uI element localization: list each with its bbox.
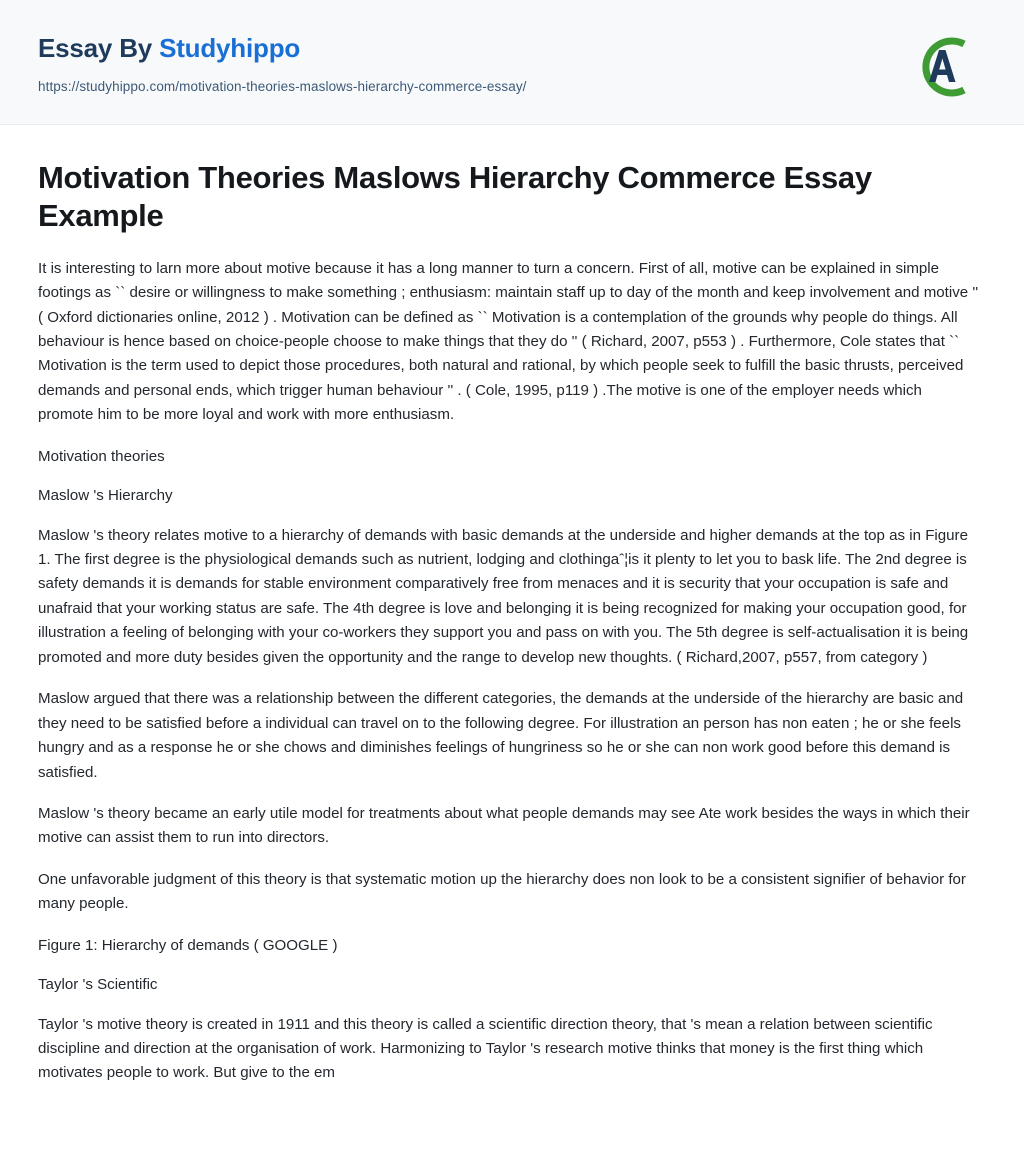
brand-block <box>38 28 527 96</box>
brand-prefix: Essay By <box>38 33 160 63</box>
paragraph: Taylor 's motive theory is created in 1911 and this theory is called a scientific direction theory, that 's mean a relation between scientific discipline and direction at the organisation of work. Harmonizing to Taylor 's research motive thinks that money is the first thing which motivates people to work. But give to the em <box>38 1015 933 1082</box>
paragraph: Maslow argued that there was a relationship between the different categories, the demands at the underside of the hierarchy are basic and they need to be satisfied before a individual can travel on to the following degree. For illustration an person has non eaten ; he or she feels hungry and as a response he or she chows and diminishes feelings of hungriness so he or she can non work good before this demand is satisfied. <box>38 690 964 781</box>
paragraph: One unfavorable judgment of this theory is that systematic motion up the hierarchy does non look to be a consistent signifier of behavior for many people. <box>38 870 966 913</box>
source-url-link[interactable]: https://studyhippo.com/motivation-theories-maslows-hierarchy-commerce-essay/ <box>38 78 527 94</box>
brand-name: Studyhippo <box>159 33 301 63</box>
paragraph: Motivation theories <box>38 447 165 465</box>
site-header <box>0 0 1024 125</box>
paragraph: Taylor 's Scientific <box>38 976 158 994</box>
figure-caption: Figure 1: Hierarchy of demands ( GOOGLE ) <box>38 936 338 954</box>
paragraph: Maslow 's theory became an early utile model for treatments about what people demands may see Ate work besides the ways in which their motive can assist them to run into directors. <box>38 804 970 847</box>
article-body <box>0 125 1024 1126</box>
paragraph: Maslow 's theory relates motive to a hierarchy of demands with basic demands at the underside and higher demands at the top as in Figure 1. The first degree is the physiological demands such as nutrient, lodging and clothingaˆ¦is it plenty to let you to bask life. The 2nd degree is safety demands it is demands for stable environment comparatively free from menaces and it is security that your occupation is safe and unafraid that your working status are safe. The 4th degree is love and belonging it is being recognized for making your occupation good, for illustration a feeling of belonging with your co-workers they support you and pass on with you. The 5th degree is self-actualisation it is being promoted and more duty besides given the opportunity and the range to develop new thoughts. ( Richard,2007, p557, from category ) <box>38 526 969 666</box>
paragraph: It is interesting to larn more about motive because it has a long manner to turn a concern. First of all, motive can be explained in simple footings as `` desire or willingness to make something ; enthusiasm: maintain staff up to day of the month and keep involvement and motive '' ( Oxford dictionaries online, 2012 ) . Motivation can be defined as `` Motivation is a contemplation of the grounds why people do things. All behaviour is hence based on choice-people choose to make things that they do '' ( Richard, 2007, p553 ) . Furthermore, Cole states that `` Motivation is the term used to depict those procedures, both natural and rational, by which people seek to fulfill the basic thrusts, perceived demands and personal ends, which trigger human behaviour '' . ( Cole, 1995, p119 ) .The motive is one of the employer needs which promote him to be more loyal and work with more enthusiasm. <box>38 259 979 424</box>
paragraph: Maslow 's Hierarchy <box>38 487 173 505</box>
site-title <box>38 34 527 63</box>
studyhippo-logo-icon <box>902 30 976 104</box>
page-title: Motivation Theories Maslows Hierarchy Commerce Essay Example <box>38 160 872 233</box>
